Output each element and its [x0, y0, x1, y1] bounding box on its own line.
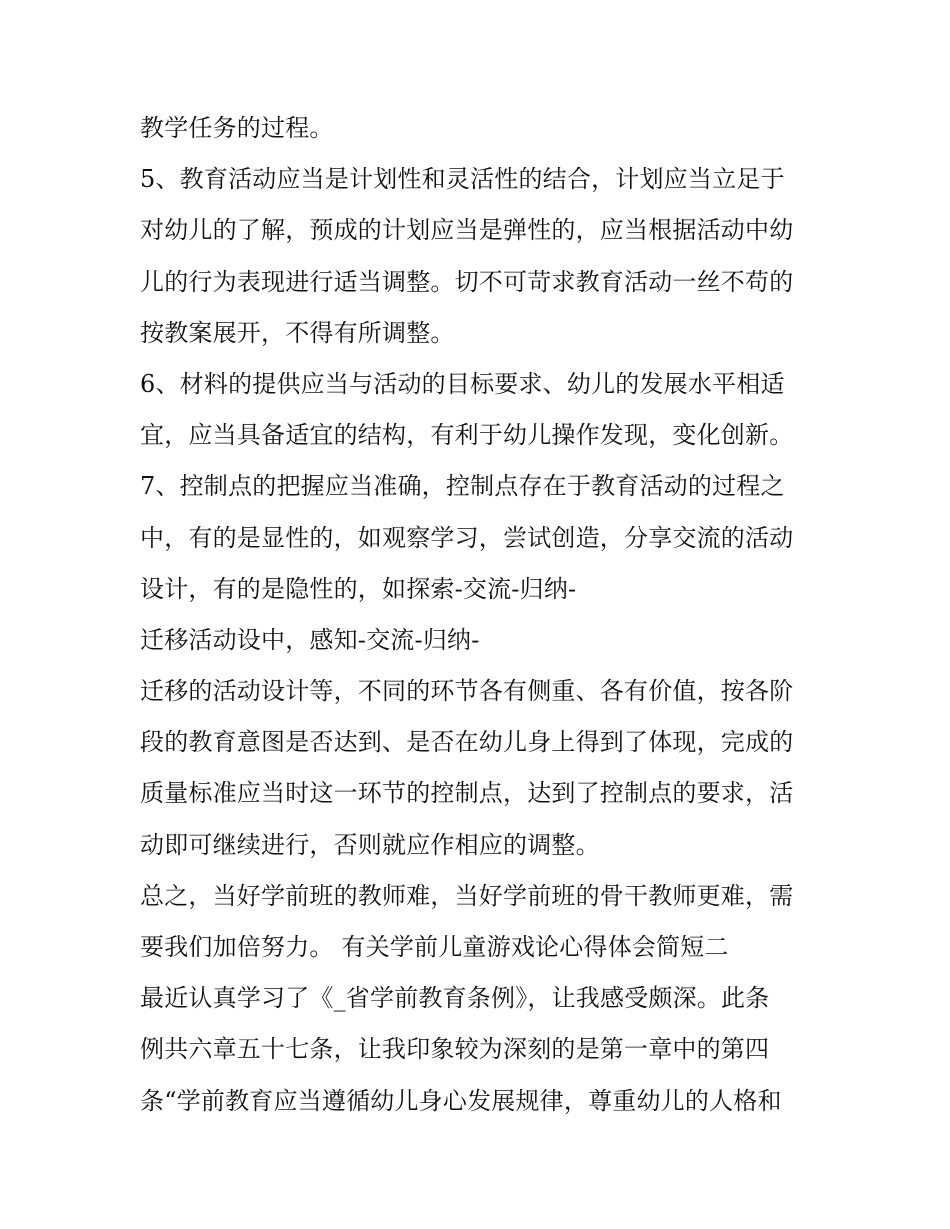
text-line: 7、控制点的把握应当准确，控制点存在于教育活动的过程之: [140, 472, 785, 501]
text-line: 段的教育意图是否达到、是否在幼儿身上得到了体现，完成的: [140, 728, 794, 757]
text-line: 要我们加倍努力。 有关学前儿童游戏论心得体会简短二: [140, 933, 729, 961]
document-body: [140, 108, 830, 1132]
text-line: 5、教育活动应当是计划性和灵活性的结合，计划应当立足于: [140, 165, 785, 194]
text-line: 按教案展开，不得有所调整。: [140, 318, 455, 347]
text-line: 最近认真学习了《_省学前教育条例》，让我感受颇深。此条: [140, 984, 770, 1013]
text-line: 宜，应当具备适宜的结构，有利于幼儿操作发现，变化创新。: [140, 421, 794, 450]
text-line: 6、材料的提供应当与活动的目标要求、幼儿的发展水平相适: [140, 369, 785, 398]
text-line: 教学任务的过程。: [140, 114, 334, 142]
text-line: 条“学前教育应当遵循幼儿身心发展规律，尊重幼儿的人格和: [140, 1086, 782, 1115]
text-line: 中，有的是显性的，如观察学习，尝试创造，分享交流的活动: [140, 523, 794, 552]
text-line: 设计，有的是隐性的，如探索-交流-归纳-: [140, 574, 577, 603]
text-line: 对幼儿的了解，预成的计划应当是弹性的，应当根据活动中幼: [140, 216, 794, 245]
text-line: 迁移活动设中，感知-交流-归纳-: [140, 625, 480, 654]
text-line: 儿的行为表现进行适当调整。切不可苛求教育活动一丝不苟的: [140, 267, 794, 296]
text-line: 质量标准应当时这一环节的控制点，达到了控制点的要求，活: [140, 779, 794, 808]
text-line: 例共六章五十七条，让我印象较为深刻的是第一章中的第四: [140, 1035, 770, 1064]
text-line: 动即可继续进行，否则就应作相应的调整。: [140, 830, 600, 859]
text-line: 迁移的活动设计等，不同的环节各有侧重、各有价值，按各阶: [140, 677, 794, 706]
text-line: 总之，当好学前班的教师难，当好学前班的骨干教师更难，需: [140, 881, 794, 910]
